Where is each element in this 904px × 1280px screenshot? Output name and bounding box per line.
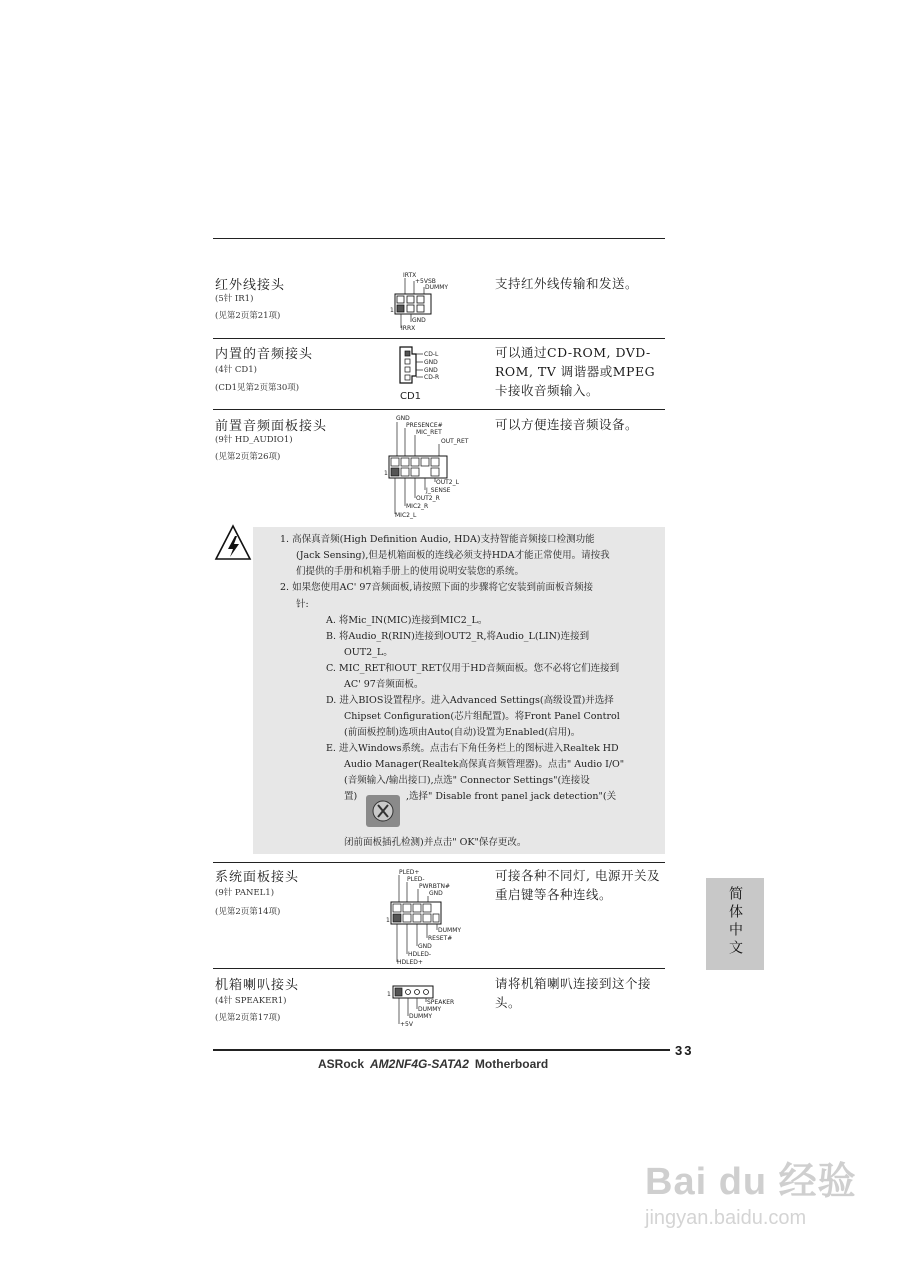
pin-label: GND bbox=[424, 367, 438, 374]
step-d: D. 进入BIOS设置程序。进入Advanced Settings(高级设置)并选择 bbox=[326, 695, 614, 706]
reference-note: (见第2页第17项) bbox=[215, 1013, 281, 1023]
ir-header-diagram bbox=[385, 270, 475, 332]
pin-label: CD-L bbox=[424, 351, 439, 358]
step-b-cont: OUT2_L。 bbox=[344, 647, 393, 658]
pin-label: RESET# bbox=[428, 935, 453, 942]
pin-1-marker: 1 bbox=[384, 470, 388, 477]
pin-label: DUMMY bbox=[418, 1006, 442, 1013]
step-e-cont: Audio Manager(Realtek高保真音频管理器)。点击" Audio I/O" bbox=[344, 759, 625, 770]
language-tab-label: 简体中文 bbox=[727, 886, 743, 958]
pin-label: HDLED- bbox=[408, 951, 432, 958]
cd-header-diagram bbox=[392, 344, 472, 404]
pin-label: PRESENCE# bbox=[406, 422, 443, 429]
realtek-tray-icon bbox=[366, 795, 400, 827]
pin-label: CD-R bbox=[424, 374, 440, 381]
pin-label: SPEAKER bbox=[427, 999, 455, 1006]
divider bbox=[213, 338, 665, 339]
footer-rule bbox=[213, 1049, 670, 1051]
reference-note: (见第2页第14项) bbox=[215, 907, 281, 917]
pin-1-marker: 1 bbox=[387, 991, 391, 998]
section-title: 机箱喇叭接头 bbox=[215, 978, 300, 993]
pin-label: IRTX bbox=[403, 272, 417, 279]
pin-label: GND bbox=[429, 890, 443, 897]
step-a: A. 将Mic_IN(MIC)连接到MIC2_L。 bbox=[326, 615, 488, 626]
note-line: 1. 高保真音频(High Definition Audio, HDA)支持智能音频接口检测功能 bbox=[280, 534, 595, 545]
pin-label: IRRX bbox=[401, 325, 416, 332]
reference-note: (见第2页第26项) bbox=[215, 452, 281, 462]
pin-label: GND bbox=[396, 415, 410, 422]
note-line: 针: bbox=[296, 599, 309, 610]
pin-label: GND bbox=[412, 317, 426, 324]
pin-label: DUMMY bbox=[425, 284, 449, 291]
pin-count-note: (9针 PANEL1) bbox=[215, 888, 275, 898]
pin-label: GND bbox=[424, 359, 438, 366]
pin-count-note: (4针 CD1) bbox=[215, 365, 257, 375]
step-e-cont: ,选择" Disable front panel jack detection"(关 bbox=[406, 791, 617, 802]
pin-label: MIC2_L bbox=[395, 512, 417, 519]
step-e-cont: (音频输入/输出接口),点选" Connector Settings"(连接设 bbox=[344, 775, 590, 786]
note-line: 2. 如果您使用AC' 97音频面板,请按照下面的步骤将它安装到前面板音频接 bbox=[280, 582, 593, 593]
step-c: C. MIC_RET和OUT_RET仅用于HD音频面板。您不必将它们连接到 bbox=[326, 663, 620, 674]
step-c-cont: AC' 97音频面板。 bbox=[344, 679, 424, 690]
connector-label: CD1 bbox=[400, 391, 422, 402]
pin-label: OUT2_L bbox=[436, 479, 459, 486]
footer-suffix: Motherboard bbox=[474, 1057, 549, 1071]
pin-label: GND bbox=[418, 943, 432, 950]
pin-1-marker: 1 bbox=[386, 917, 390, 924]
divider bbox=[213, 968, 665, 969]
watermark-url: jingyan.baidu.com bbox=[645, 1207, 807, 1229]
note-line: 们提供的手册和机箱手册上的使用说明安装您的系统。 bbox=[296, 566, 525, 577]
pin-count-note: (5针 IR1) bbox=[215, 294, 254, 304]
section-description: 支持红外线传输和发送。 bbox=[495, 276, 639, 291]
pin-label: PWRBTN# bbox=[419, 883, 451, 890]
section-title: 红外线接头 bbox=[215, 278, 286, 293]
note-line: (Jack Sensing),但是机箱面板的连线必须支持HDA才能正常使用。请按我 bbox=[296, 550, 610, 561]
panel-header-diagram bbox=[385, 866, 485, 966]
footer-text bbox=[318, 1057, 548, 1071]
pin-label: MIC2_R bbox=[406, 503, 429, 510]
pin-label: OUT_RET bbox=[441, 438, 469, 445]
pin-count-note: (9针 HD_AUDIO1) bbox=[215, 435, 293, 445]
section-title: 前置音频面板接头 bbox=[215, 419, 328, 434]
reference-note: (见第2页第21项) bbox=[215, 311, 281, 321]
step-e-cont: 闭前面板插孔检测)并点击" OK"保存更改。 bbox=[344, 837, 527, 848]
speaker-header-diagram bbox=[385, 980, 475, 1030]
pin-label: OUT2_R bbox=[416, 495, 440, 502]
section-description: 可以通过CD-ROM, DVD-ROM, TV 调谐器或MPEG卡接收音频输入。 bbox=[495, 345, 656, 398]
pin-label: DUMMY bbox=[438, 927, 462, 934]
pin-label: +5VSB bbox=[415, 278, 436, 285]
divider bbox=[213, 409, 665, 410]
footer-model: AM2NF4G-SATA2 bbox=[370, 1057, 469, 1071]
pin-1-marker: 1 bbox=[390, 307, 394, 314]
pin-label: +5V bbox=[400, 1021, 413, 1028]
step-e: E. 进入Windows系统。点击右下角任务栏上的图标进入Realtek HD bbox=[326, 743, 619, 754]
header-rule bbox=[213, 238, 665, 239]
step-d-cont: Chipset Configuration(芯片组配置)。将Front Panel Control bbox=[344, 711, 620, 722]
step-e-cont: 置) bbox=[344, 791, 358, 802]
page-number: 33 bbox=[675, 1043, 694, 1058]
pin-label: MIC_RET bbox=[416, 429, 442, 436]
pin-label: PLED+ bbox=[399, 869, 420, 876]
section-description: 可以方便连接音频设备。 bbox=[495, 417, 639, 432]
reference-note: (CD1见第2页第30项) bbox=[215, 383, 300, 393]
watermark-logo: Bai du 经验 bbox=[645, 1161, 857, 1203]
pin-label: PLED- bbox=[407, 876, 425, 883]
pin-count-note: (4针 SPEAKER1) bbox=[215, 996, 287, 1006]
divider bbox=[213, 862, 665, 863]
section-description: 可接各种不同灯, 电源开关及重启键等各种连线。 bbox=[495, 868, 660, 902]
hd-audio-header-diagram bbox=[383, 412, 493, 522]
pin-label: DUMMY bbox=[409, 1013, 433, 1020]
pin-label: J_SENSE bbox=[426, 487, 451, 494]
watermark bbox=[645, 1150, 857, 1230]
footer-brand: ASRock bbox=[318, 1057, 365, 1071]
section-title: 系统面板接头 bbox=[215, 870, 300, 885]
section-description: 请将机箱喇叭连接到这个接头。 bbox=[495, 976, 652, 1010]
step-d-cont: (前面板控制)选项由Auto(自动)设置为Enabled(启用)。 bbox=[344, 727, 581, 738]
warning-icon bbox=[213, 523, 253, 563]
pin-label: HDLED+ bbox=[397, 959, 423, 966]
step-b: B. 将Audio_R(RIN)连接到OUT2_R,将Audio_L(LIN)连接到 bbox=[326, 631, 590, 642]
section-title: 内置的音频接头 bbox=[215, 347, 314, 362]
language-tab bbox=[706, 878, 764, 970]
